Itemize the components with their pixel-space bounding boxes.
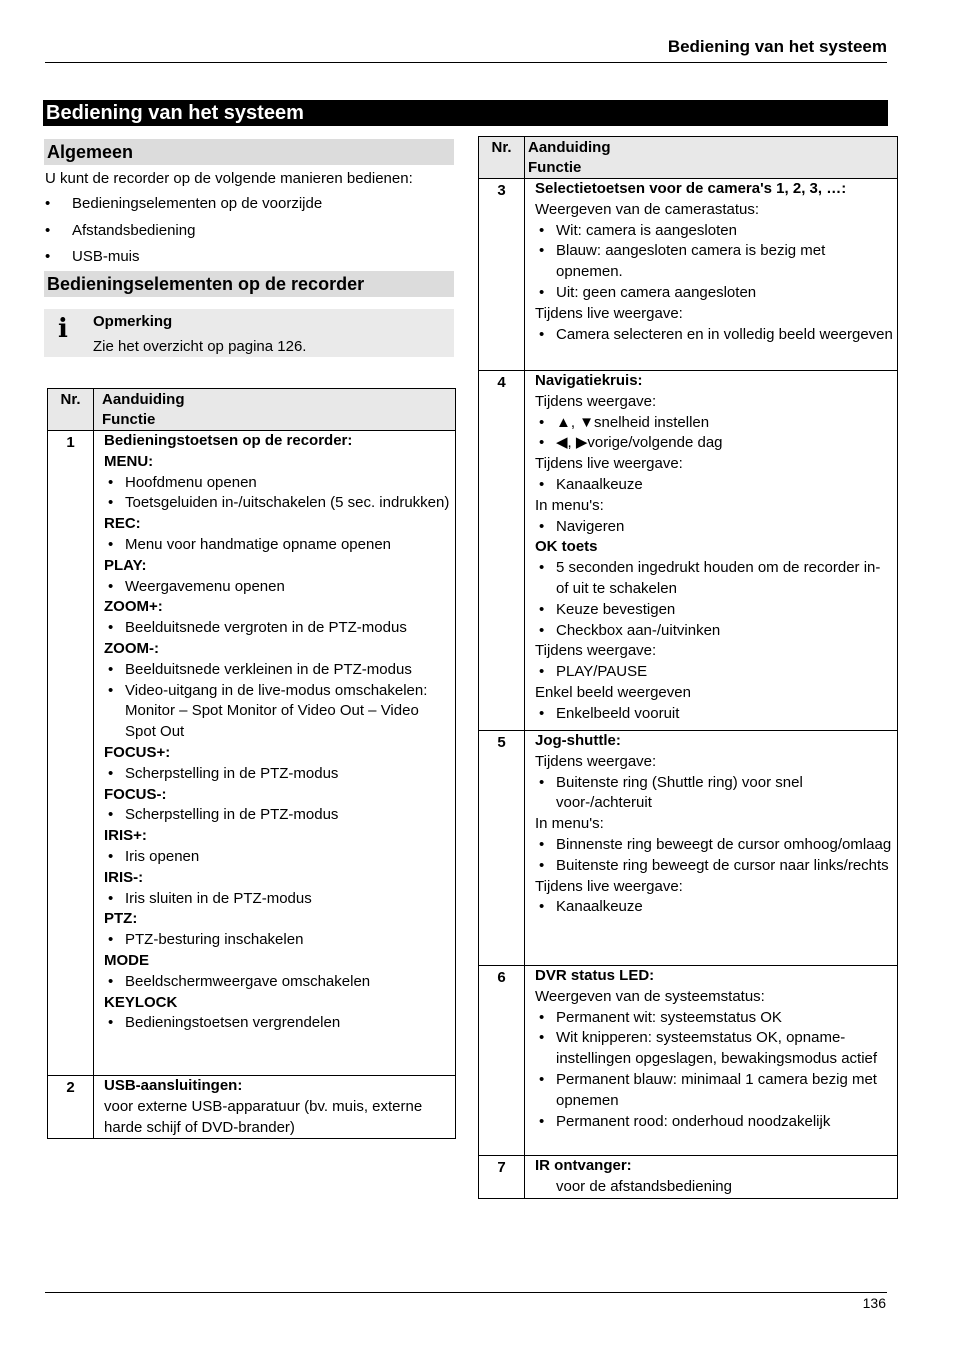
- list-item: • Wit knipperen: systeemstatus OK, opname-instellingen opgeslagen, bewakingsmodus actief: [535, 1028, 893, 1070]
- row-number: 2: [48, 1076, 94, 1139]
- list-item: • Blauw: aangesloten camera is bezig met opnemen.: [535, 241, 893, 283]
- row-number: 3: [479, 179, 525, 371]
- row-number: 7: [479, 1156, 525, 1199]
- list-item: • Binnenste ring beweegt de cursor omhoog/omlaag: [535, 835, 893, 856]
- table-row: [479, 371, 898, 731]
- row-text: Tijdens live weergave:: [535, 455, 683, 473]
- list-item: • Permanent wit: systeemstatus OK: [535, 1008, 893, 1029]
- bullet-list: [104, 1013, 451, 1034]
- row-title: Navigatiekruis:: [535, 372, 643, 389]
- bullet-list: [104, 618, 451, 639]
- list-item: • Enkelbeeld vooruit: [535, 704, 893, 725]
- bullet-list: [104, 847, 451, 868]
- header-nr: Nr.: [479, 137, 525, 179]
- row-number: 6: [479, 966, 525, 1156]
- note-title: Opmerking: [93, 313, 173, 330]
- key-label: MODE: [104, 951, 149, 969]
- header-rule: [45, 62, 887, 63]
- row-text: Tijdens live weergave:: [535, 877, 683, 895]
- row-text: Weergeven van de systeemstatus:: [535, 987, 765, 1005]
- key-label: PTZ:: [104, 910, 138, 928]
- bullet-list: [104, 473, 451, 515]
- list-item: • Permanent blauw: minimaal 1 camera bezig met opnemen: [535, 1070, 893, 1112]
- table-row: [479, 1156, 898, 1199]
- bullet-list: [535, 662, 893, 683]
- key-label: IRIS+:: [104, 827, 147, 845]
- controls-table-right: [478, 136, 898, 1199]
- table-header-row: [479, 137, 898, 179]
- controls-table-left: [47, 388, 456, 1139]
- section-heading-algemeen: Algemeen: [44, 139, 454, 165]
- list-item: • Toetsgeluiden in-/uitschakelen (5 sec. indrukken): [104, 493, 451, 514]
- list-item: • ◀, ▶vorige/volgende dag: [535, 433, 893, 454]
- list-item: • Wit: camera is aangesloten: [535, 221, 893, 242]
- list-item: • Checkbox aan-/uitvinken: [535, 621, 893, 642]
- row-description: [94, 1076, 456, 1139]
- table-row: [479, 966, 898, 1156]
- row-title: Bedieningstoetsen op de recorder:: [104, 432, 353, 449]
- key-label: KEYLOCK: [104, 993, 178, 1011]
- bullet-list: [104, 577, 451, 598]
- list-item: • Scherpstelling in de PTZ-modus: [104, 764, 451, 785]
- header-nr: Nr.: [48, 389, 94, 431]
- bullet-list: [104, 930, 451, 951]
- row-title: Jog-shuttle:: [535, 732, 621, 749]
- bullet-list: [104, 972, 451, 993]
- list-item: • ▲, ▼snelheid instellen: [535, 413, 893, 434]
- row-title: Selectietoetsen voor de camera's 1, 2, 3, …:: [535, 180, 847, 197]
- bullet-list: [535, 325, 893, 346]
- row-description: [525, 179, 898, 371]
- note-box: [44, 309, 454, 357]
- row-text: Weergeven van de camerastatus:: [535, 200, 760, 218]
- key-label: ZOOM+:: [104, 598, 163, 616]
- row-number: 4: [479, 371, 525, 731]
- bullet-list: [535, 475, 893, 496]
- list-item: • Kanaalkeuze: [535, 897, 893, 918]
- bullet-list: [535, 704, 893, 725]
- list-item: • Buitenste ring beweegt de cursor naar links/rechts: [535, 856, 893, 877]
- list-item: • Weergavemenu openen: [104, 577, 451, 598]
- table-row: [479, 731, 898, 966]
- bullet-list: [104, 660, 451, 743]
- list-item: • Keuze bevestigen: [535, 600, 893, 621]
- list-item: • Iris sluiten in de PTZ-modus: [104, 889, 451, 910]
- list-item: • Afstandsbediening: [45, 222, 322, 249]
- list-item: • Video-uitgang in de live-modus omschakelen: Monitor – Spot Monitor of Video Out – Video Spot Out: [104, 681, 451, 743]
- list-item: • Scherpstelling in de PTZ-modus: [104, 805, 451, 826]
- bullet-list: [535, 221, 893, 304]
- list-item: • USB-muis: [45, 248, 322, 275]
- section-heading-recorder: Bedieningselementen op de recorder: [44, 271, 454, 297]
- row-description: [94, 431, 456, 1076]
- row-number: 1: [48, 431, 94, 1076]
- row-text: In menu's:: [535, 815, 604, 833]
- key-label: FOCUS-:: [104, 785, 167, 803]
- list-item: • PTZ-besturing inschakelen: [104, 930, 451, 951]
- row-description: [525, 1156, 898, 1199]
- list-item: • Navigeren: [535, 517, 893, 538]
- list-item: • 5 seconden ingedrukt houden om de recorder in- of uit te schakelen: [535, 558, 893, 600]
- key-label: ZOOM-:: [104, 639, 159, 657]
- row-text: voor externe USB-apparatuur (bv. muis, externe harde schijf of DVD-brander): [104, 1097, 423, 1136]
- row-description: [525, 371, 898, 731]
- bullet-list: [104, 805, 451, 826]
- list-item: • PLAY/PAUSE: [535, 662, 893, 683]
- list-item: • Buitenste ring (Shuttle ring) voor snel voor-/achteruit: [535, 773, 893, 815]
- page-title: Bediening van het systeem: [43, 100, 888, 126]
- list-item: • Kanaalkeuze: [535, 475, 893, 496]
- row-title: IR ontvanger:: [535, 1157, 632, 1174]
- bullet-list: [535, 1008, 893, 1133]
- bullet-list: [535, 558, 893, 641]
- row-text: Enkel beeld weergeven: [535, 683, 691, 701]
- bullet-list: [104, 535, 451, 556]
- row-description: [525, 966, 898, 1156]
- bullet-list: [535, 835, 893, 877]
- list-item: • Uit: geen camera aangesloten: [535, 283, 893, 304]
- row-text: Tijdens weergave:: [535, 752, 657, 770]
- row-text: Tijdens weergave:: [535, 642, 657, 660]
- table-row: [479, 179, 898, 371]
- bullet-list: [104, 764, 451, 785]
- bullet-list: [535, 413, 893, 455]
- key-label: MENU:: [104, 452, 154, 470]
- row-description: [525, 731, 898, 966]
- row-text: In menu's:: [535, 496, 604, 514]
- key-label: PLAY:: [104, 556, 147, 574]
- bullet-list: [535, 897, 893, 918]
- intro-text: U kunt de recorder op de volgende manieren bedienen:: [45, 170, 413, 187]
- list-item: • Camera selecteren en in volledig beeld weergeven: [535, 325, 893, 346]
- footer-rule: [45, 1292, 887, 1293]
- table-header-row: [48, 389, 456, 431]
- row-text: Tijdens weergave:: [535, 392, 657, 410]
- list-item: • Hoofdmenu openen: [104, 473, 451, 494]
- row-title: DVR status LED:: [535, 967, 655, 984]
- key-label: FOCUS+:: [104, 743, 171, 761]
- list-item: • Iris openen: [104, 847, 451, 868]
- header-description: Aanduiding Functie: [94, 389, 456, 431]
- bullet-list: [104, 889, 451, 910]
- control-methods-list: [45, 195, 322, 275]
- key-label: IRIS-:: [104, 868, 144, 886]
- row-number: 5: [479, 731, 525, 966]
- page-number: 136: [862, 1295, 886, 1311]
- row-text: Tijdens live weergave:: [535, 304, 683, 322]
- key-label: OK toets: [535, 538, 598, 556]
- table-row: [48, 431, 456, 1076]
- list-item: • Beelduitsnede verkleinen in de PTZ-modus: [104, 660, 451, 681]
- list-item: • Beeldschermweergave omschakelen: [104, 972, 451, 993]
- row-text: voor de afstandsbediening: [556, 1177, 732, 1195]
- table-row: [48, 1076, 456, 1139]
- list-item: • Bedieningselementen op de voorzijde: [45, 195, 322, 222]
- row-title: USB-aansluitingen:: [104, 1077, 243, 1094]
- bullet-list: [535, 517, 893, 538]
- bullet-list: [535, 773, 893, 815]
- info-icon: i: [58, 314, 68, 344]
- key-label: REC:: [104, 515, 141, 533]
- list-item: • Permanent rood: onderhoud noodzakelijk: [535, 1112, 893, 1133]
- list-item: • Beelduitsnede vergroten in de PTZ-modus: [104, 618, 451, 639]
- list-item: • Menu voor handmatige opname openen: [104, 535, 451, 556]
- list-item: • Bedieningstoetsen vergrendelen: [104, 1013, 451, 1034]
- header-description: Aanduiding Functie: [525, 137, 898, 179]
- running-header: Bediening van het systeem: [667, 37, 887, 56]
- note-body: Zie het overzicht op pagina 126.: [93, 338, 307, 355]
